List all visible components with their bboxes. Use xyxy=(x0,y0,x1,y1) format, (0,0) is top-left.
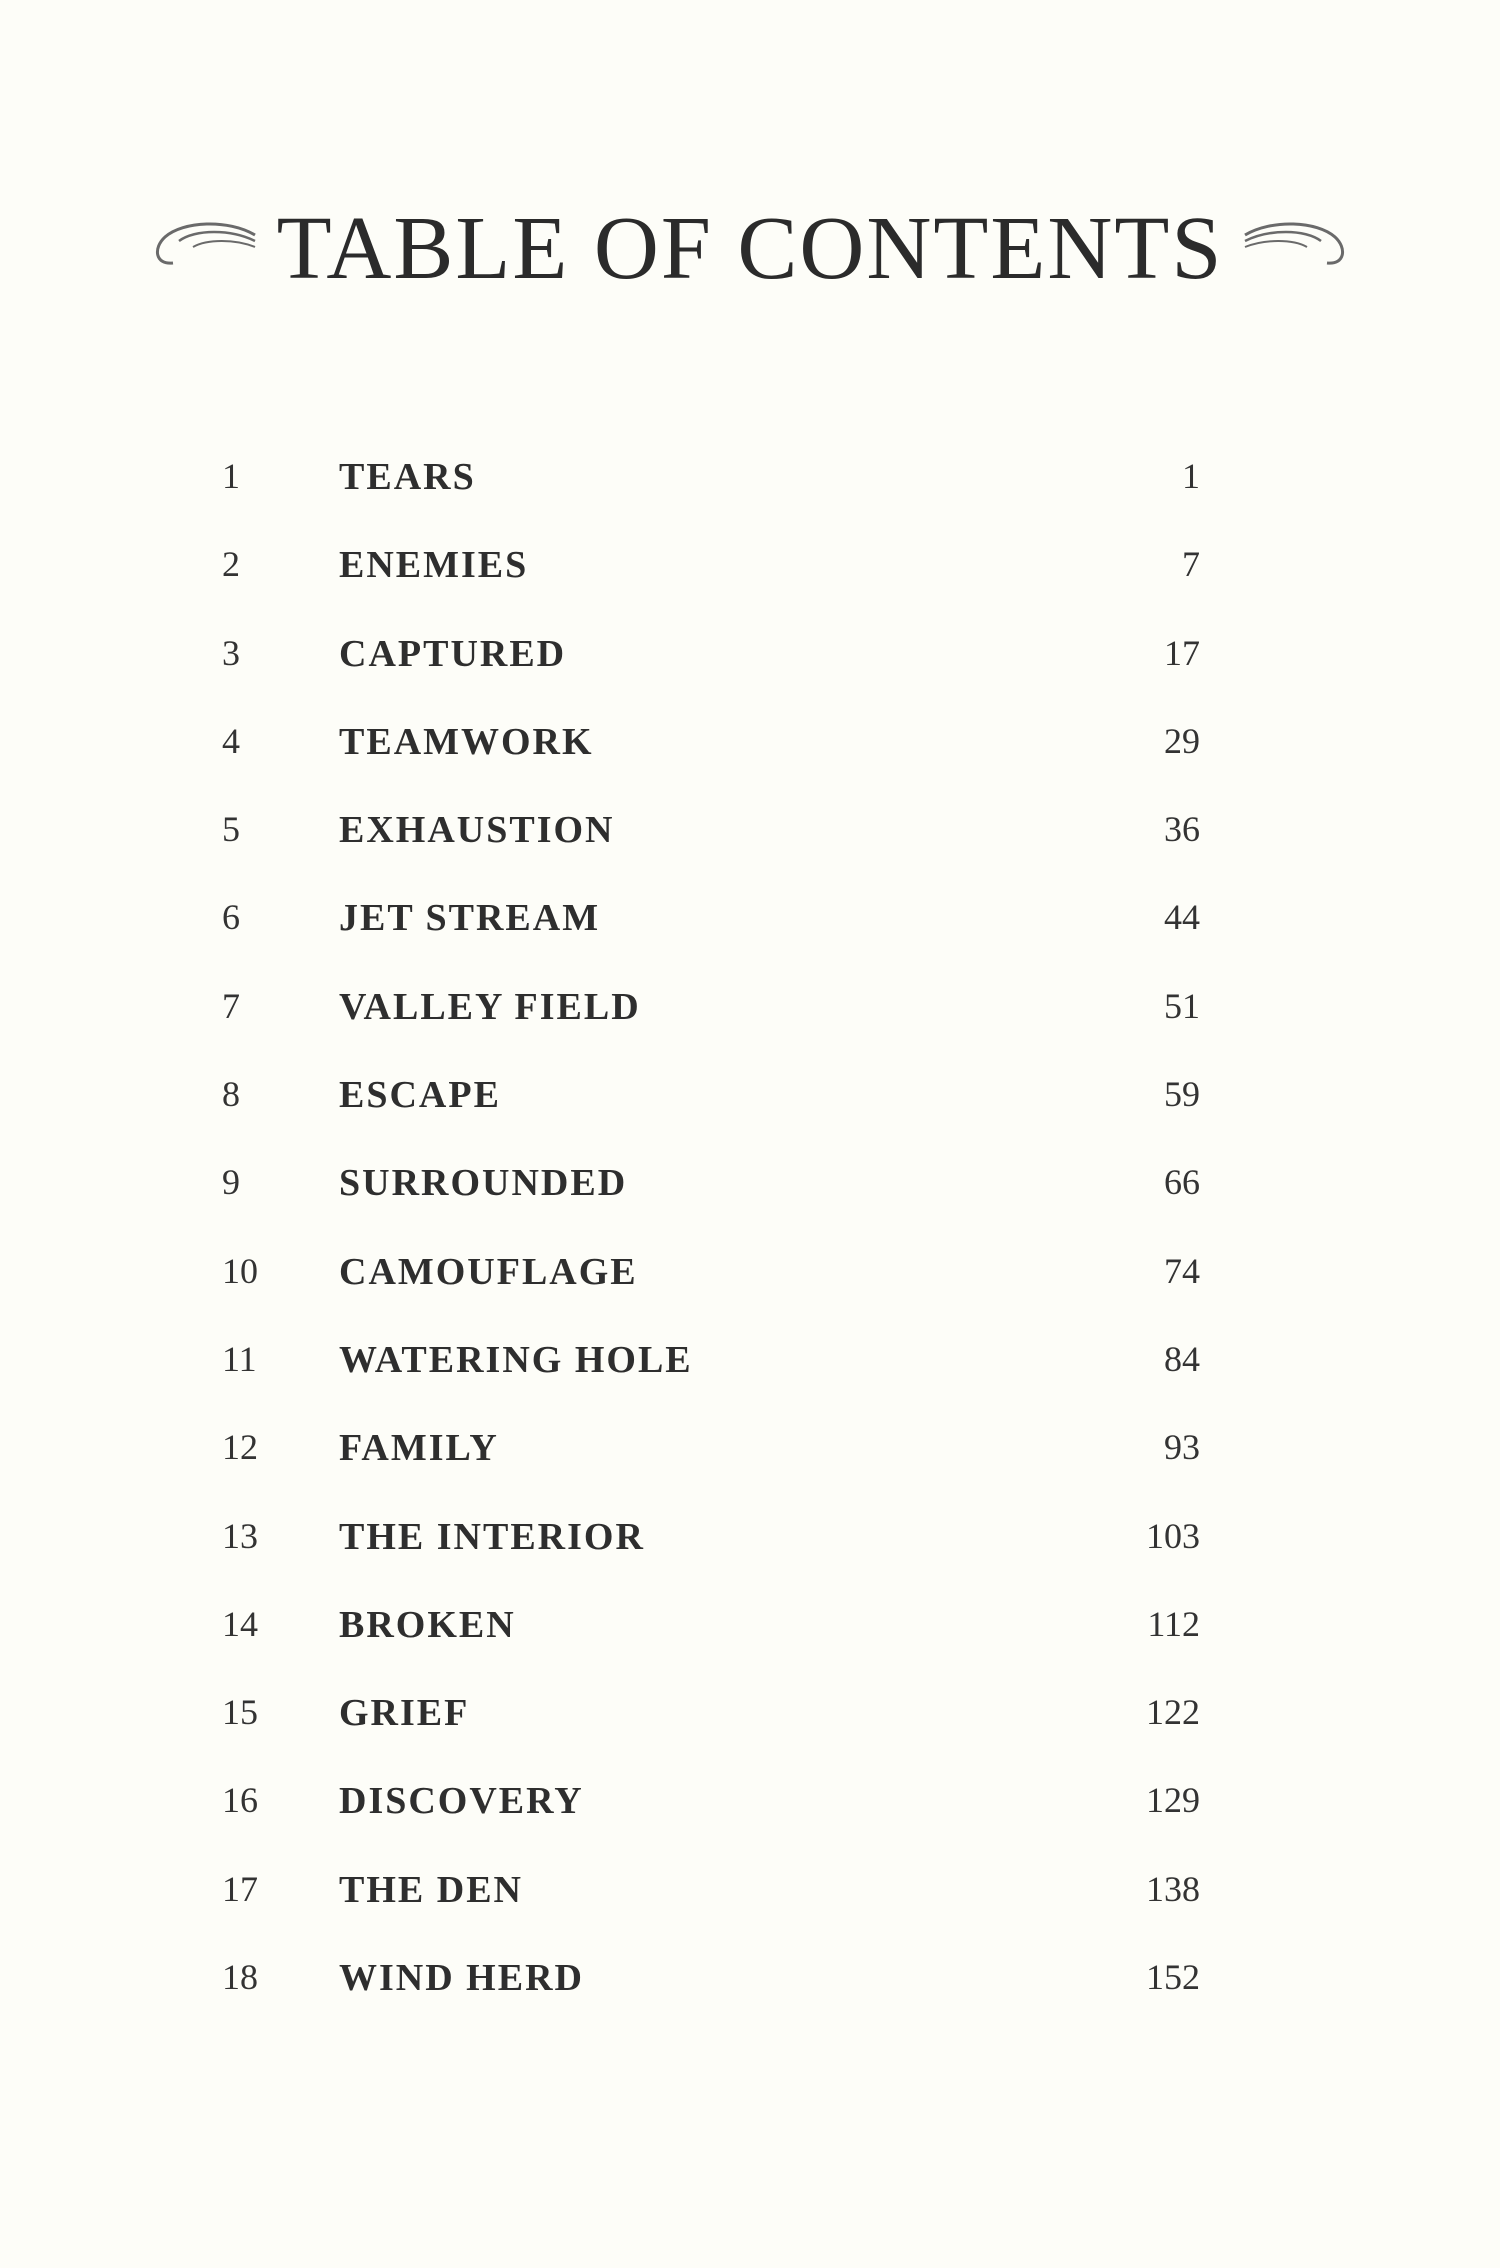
chapter-page-number: 122 xyxy=(1146,1692,1200,1733)
chapter-number: 17 xyxy=(222,1868,258,1909)
toc-entry xyxy=(0,1338,1500,1426)
chapter-page-number: 59 xyxy=(1164,1074,1200,1115)
page-title: TABLE OF CONTENTS xyxy=(276,198,1224,298)
toc-entry xyxy=(0,985,1500,1073)
chapter-number: 16 xyxy=(222,1780,258,1821)
toc-entry xyxy=(0,896,1500,984)
chapter-page-number: 74 xyxy=(1164,1250,1200,1291)
chapter-number: 10 xyxy=(222,1250,258,1291)
chapter-number: 11 xyxy=(222,1338,257,1379)
toc-entry xyxy=(0,720,1500,808)
chapter-number: 9 xyxy=(222,1162,240,1203)
toc-entry xyxy=(0,1868,1500,1956)
chapter-number: 4 xyxy=(222,720,240,761)
toc-entry xyxy=(0,1161,1500,1249)
chapter-number: 7 xyxy=(222,985,240,1026)
chapter-page-number: 138 xyxy=(1146,1868,1200,1909)
chapter-number: 3 xyxy=(222,632,240,673)
toc-list xyxy=(0,455,1500,2044)
chapter-title: BROKEN xyxy=(339,1603,516,1646)
chapter-page-number: 152 xyxy=(1146,1957,1200,1998)
chapter-title: VALLEY FIELD xyxy=(339,985,641,1028)
flourish-right-icon xyxy=(1237,213,1357,283)
chapter-number: 2 xyxy=(222,544,240,585)
toc-entry xyxy=(0,1515,1500,1603)
chapter-title: WIND HERD xyxy=(339,1957,584,2000)
flourish-left-icon xyxy=(143,213,263,283)
chapter-number: 14 xyxy=(222,1603,258,1644)
chapter-title: THE DEN xyxy=(339,1868,523,1911)
chapter-number: 18 xyxy=(222,1957,258,1998)
chapter-number: 5 xyxy=(222,809,240,850)
toc-entry xyxy=(0,455,1500,543)
chapter-title: EXHAUSTION xyxy=(339,809,615,852)
chapter-number: 1 xyxy=(222,456,240,496)
chapter-number: 6 xyxy=(222,897,240,938)
chapter-page-number: 17 xyxy=(1164,632,1200,673)
chapter-title: CAMOUFLAGE xyxy=(339,1250,638,1293)
toc-entry xyxy=(0,1603,1500,1691)
toc-entry xyxy=(0,808,1500,896)
chapter-title: TEARS xyxy=(339,456,476,498)
chapter-title: GRIEF xyxy=(339,1692,470,1735)
chapter-page-number: 84 xyxy=(1164,1338,1200,1379)
page-header xyxy=(0,188,1500,308)
chapter-page-number: 44 xyxy=(1164,897,1200,938)
chapter-page-number: 36 xyxy=(1164,809,1200,850)
chapter-number: 13 xyxy=(222,1515,258,1556)
chapter-title: CAPTURED xyxy=(339,632,567,675)
toc-entry xyxy=(0,1956,1500,2044)
toc-entry xyxy=(0,1426,1500,1514)
chapter-number: 8 xyxy=(222,1074,240,1115)
chapter-page-number: 93 xyxy=(1164,1427,1200,1468)
toc-entry xyxy=(0,1073,1500,1161)
chapter-title: ESCAPE xyxy=(339,1074,501,1117)
chapter-title: JET STREAM xyxy=(339,897,601,940)
chapter-title: FAMILY xyxy=(339,1427,499,1470)
chapter-page-number: 29 xyxy=(1164,720,1200,761)
chapter-page-number: 112 xyxy=(1147,1603,1200,1644)
chapter-title: ENEMIES xyxy=(339,544,529,587)
chapter-number: 12 xyxy=(222,1427,258,1468)
chapter-title: SURROUNDED xyxy=(339,1162,628,1205)
toc-entry xyxy=(0,1250,1500,1338)
chapter-page-number: 51 xyxy=(1164,985,1200,1026)
chapter-title: TEAMWORK xyxy=(339,720,594,763)
chapter-page-number: 66 xyxy=(1164,1162,1200,1203)
toc-entry xyxy=(0,632,1500,720)
toc-entry xyxy=(0,1691,1500,1779)
chapter-title: THE INTERIOR xyxy=(339,1515,645,1558)
toc-entry xyxy=(0,1779,1500,1867)
chapter-number: 15 xyxy=(222,1692,258,1733)
chapter-page-number: 103 xyxy=(1146,1515,1200,1556)
chapter-title: WATERING HOLE xyxy=(339,1338,693,1381)
chapter-page-number: 129 xyxy=(1146,1780,1200,1821)
chapter-page-number: 1 xyxy=(1182,456,1200,496)
toc-entry xyxy=(0,543,1500,631)
chapter-title: DISCOVERY xyxy=(339,1780,584,1823)
chapter-page-number: 7 xyxy=(1182,544,1200,585)
